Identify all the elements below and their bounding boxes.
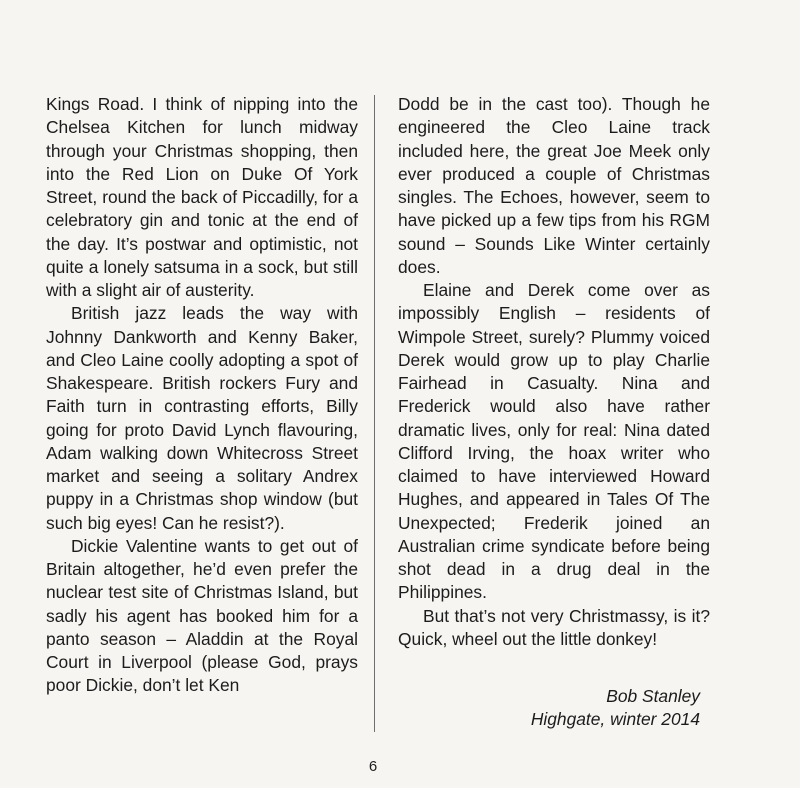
right-column — [398, 93, 710, 651]
page-number: 6 — [368, 758, 378, 775]
paragraph: Elaine and Derek come over as impossibly English – residents of Wimpole Street, surely? Plummy voiced Derek would grow up to play Charlie Fairhead in Casualty. Nina and Frederick would also have rather dramatic lives, only for real: Nina dated Clifford Irving, the hoax writer who claimed to have interviewed Howard Hughes, and appeared in Tales Of The Unexpected; Frederik joined an Australian crime syndicate before being shot dead in a drug deal in the Philippines. — [398, 280, 710, 603]
paragraph: Dodd be in the cast too). Though he engineered the Cleo Laine track included here, the great Joe Meek only ever produced a couple of Christmas singles. The Echoes, however, seem to have picked up a few tips from his RGM sound – Sounds Like Winter certainly does. — [398, 94, 710, 277]
paragraph: Dickie Valentine wants to get out of Britain altogether, he’d even prefer the nuclear test site of Christmas Island, but sadly his agent has booked him for a panto season – Aladdin at the Royal Court in Liverpool (please God, prays poor Dickie, don’t let Ken — [46, 535, 358, 696]
author-name: Bob Stanley — [606, 686, 700, 706]
left-column — [46, 93, 358, 698]
column-divider — [374, 95, 375, 732]
paragraph: Kings Road. I think of nipping into the Chelsea Kitchen for lunch midway through your Christmas shopping, then into the Red Lion on Duke Of York Street, round the back of Piccadilly, for a celebratory gin and tonic at the end of the day. It’s postwar and optimistic, not quite a lonely satsuma in a sock, but still with a slight air of austerity. — [46, 94, 358, 300]
paragraph: British jazz leads the way with Johnny Dankworth and Kenny Baker, and Cleo Laine coolly adopting a spot of Shakespeare. British rockers Fury and Faith turn in contrasting efforts, Billy going for proto David Lynch flavouring, Adam walking down Whitecross Street market and seeing a solitary Andrex puppy in a Christmas shop window (but such big eyes! Can he resist?). — [46, 303, 358, 533]
paragraph: But that’s not very Christmassy, is it? Quick, wheel out the little donkey! — [398, 605, 710, 649]
author-place-date: Highgate, winter 2014 — [530, 709, 700, 729]
